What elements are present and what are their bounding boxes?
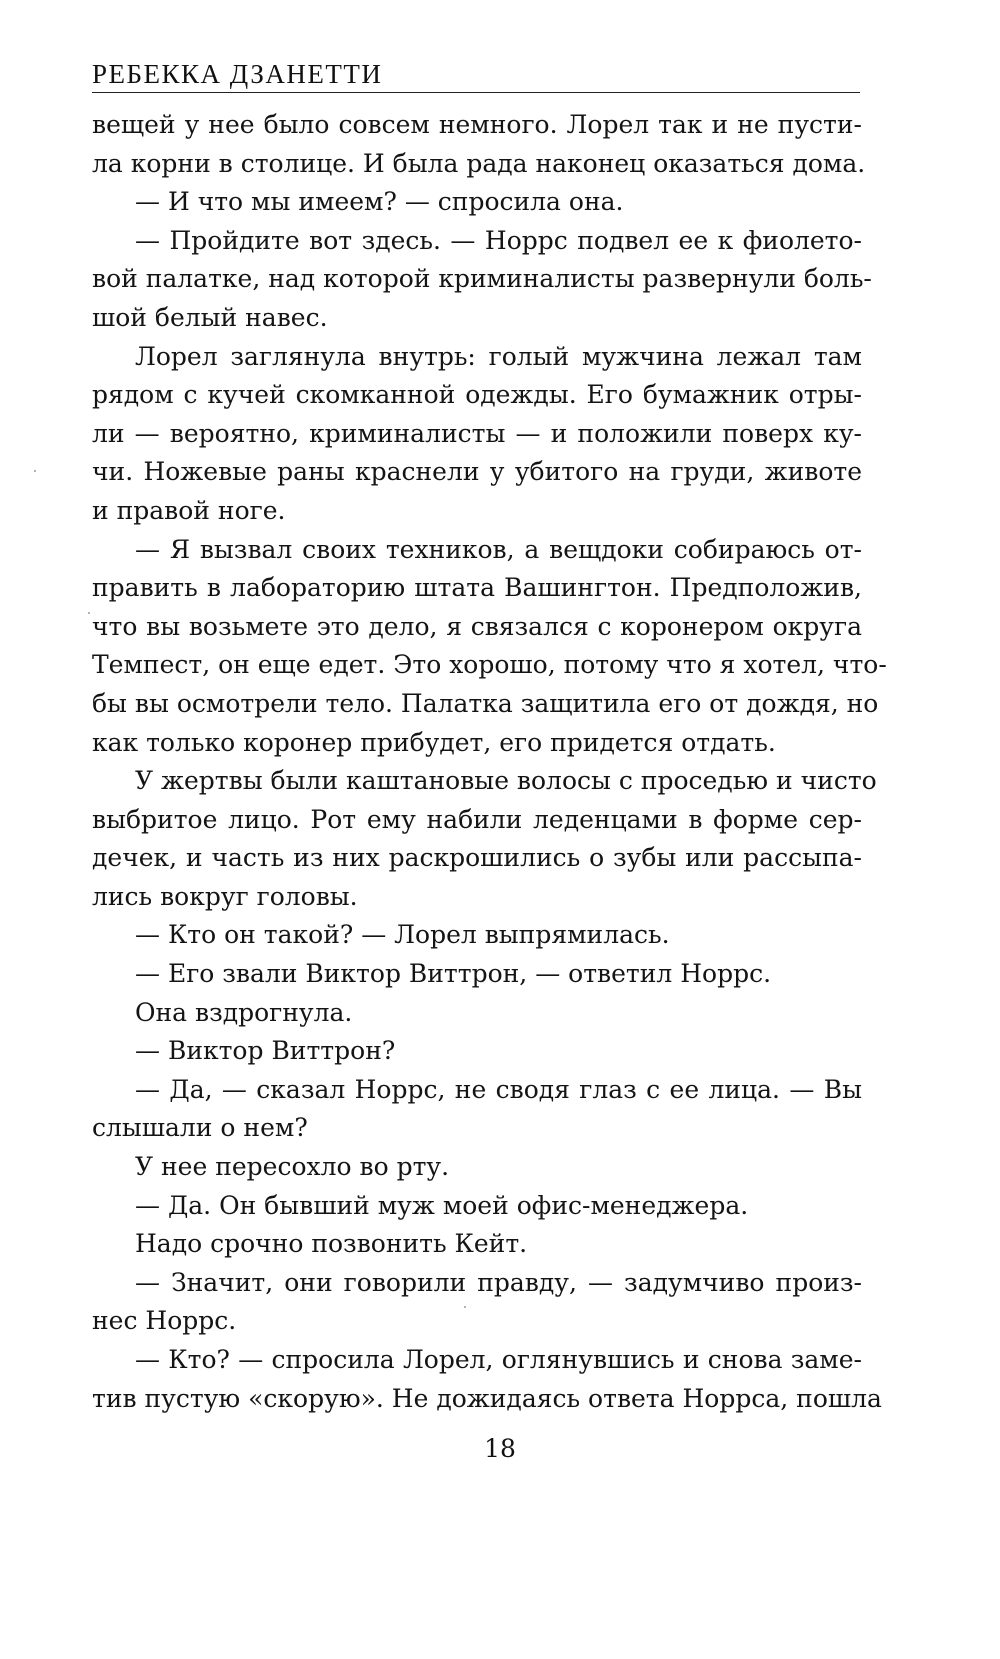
text-line: править в лабораторию штата Вашингтон. Предположив,: [92, 573, 862, 603]
text-line: У жертвы были каштановые волосы с проседью и чисто: [135, 766, 877, 796]
text-line: ла корни в столице. И была рада наконец оказаться дома.: [92, 148, 866, 178]
text-line: — Да. Он бывший муж моей офис-менеджера.: [135, 1190, 749, 1220]
text-line: Темпест, он еще едет. Это хорошо, потому что я хотел, что-: [92, 650, 887, 680]
body-text: [92, 106, 887, 1418]
text-line: чи. Ножевые раны краснели у убитого на груди, животе: [92, 457, 862, 487]
text-line: — Пройдите вот здесь. — Норрс подвел ее к фиолето-: [135, 225, 862, 255]
text-line: как только коронер прибудет, его придется отдать.: [92, 727, 776, 757]
text-line: рядом с кучей скомканной одежды. Его бумажник отры-: [92, 380, 862, 410]
text-line: Лорел заглянула внутрь: голый мужчина лежал там: [135, 341, 862, 371]
text-line: Она вздрогнула.: [135, 997, 353, 1027]
text-line: что вы возьмете это дело, я связался с коронером округа: [92, 611, 862, 641]
text-line: — Виктор Виттрон?: [135, 1036, 396, 1066]
text-line: вещей у нее было совсем немного. Лорел так и не пусти-: [92, 110, 862, 139]
running-head-author: РЕБЕККА ДЗАНЕТТИ: [92, 59, 383, 89]
text-line: шой белый навес.: [92, 302, 328, 332]
text-line: нес Норрс.: [92, 1306, 237, 1336]
text-line: ли — вероятно, криминалисты — и положили поверх ку-: [92, 418, 862, 448]
text-line: лись вокруг головы.: [92, 881, 358, 911]
text-line: слышали о нем?: [92, 1113, 308, 1143]
text-line: — Я вызвал своих техников, а вещдоки собираюсь от-: [135, 534, 862, 564]
scan-speck: [34, 470, 36, 472]
text-line: — Значит, они говорили правду, — задумчиво произ-: [135, 1267, 862, 1297]
text-line: — Кто он такой? — Лорел выпрямилась.: [135, 920, 670, 950]
text-line: дечек, и часть из них раскрошились о зубы или рассыпа-: [92, 843, 862, 873]
text-line: — Его звали Виктор Виттрон, — ответил Норрс.: [135, 959, 772, 989]
text-line: — Да, — сказал Норрс, не сводя глаз с ее лица. — Вы: [135, 1074, 862, 1104]
text-line: — И что мы имеем? — спросила она.: [135, 187, 624, 217]
scan-speck: [88, 612, 90, 614]
text-line: и правой ноге.: [92, 495, 286, 525]
header-rule: [92, 92, 860, 93]
text-line: выбритое лицо. Рот ему набили леденцами в форме сер-: [92, 804, 862, 834]
text-line: Надо срочно позвонить Кейт.: [135, 1229, 528, 1259]
text-line: вой палатке, над которой криминалисты развернули боль-: [92, 264, 872, 294]
scan-speck: [464, 1306, 466, 1308]
text-line: У нее пересохло во рту.: [135, 1152, 450, 1182]
text-line: тив пустую «скорую». Не дожидаясь ответа Норрса, пошла: [92, 1383, 882, 1413]
page-number: 18: [484, 1434, 516, 1463]
text-line: бы вы осмотрели тело. Палатка защитила его от дождя, но: [92, 688, 879, 718]
text-line: — Кто? — спросила Лорел, оглянувшись и снова заме-: [135, 1345, 862, 1374]
